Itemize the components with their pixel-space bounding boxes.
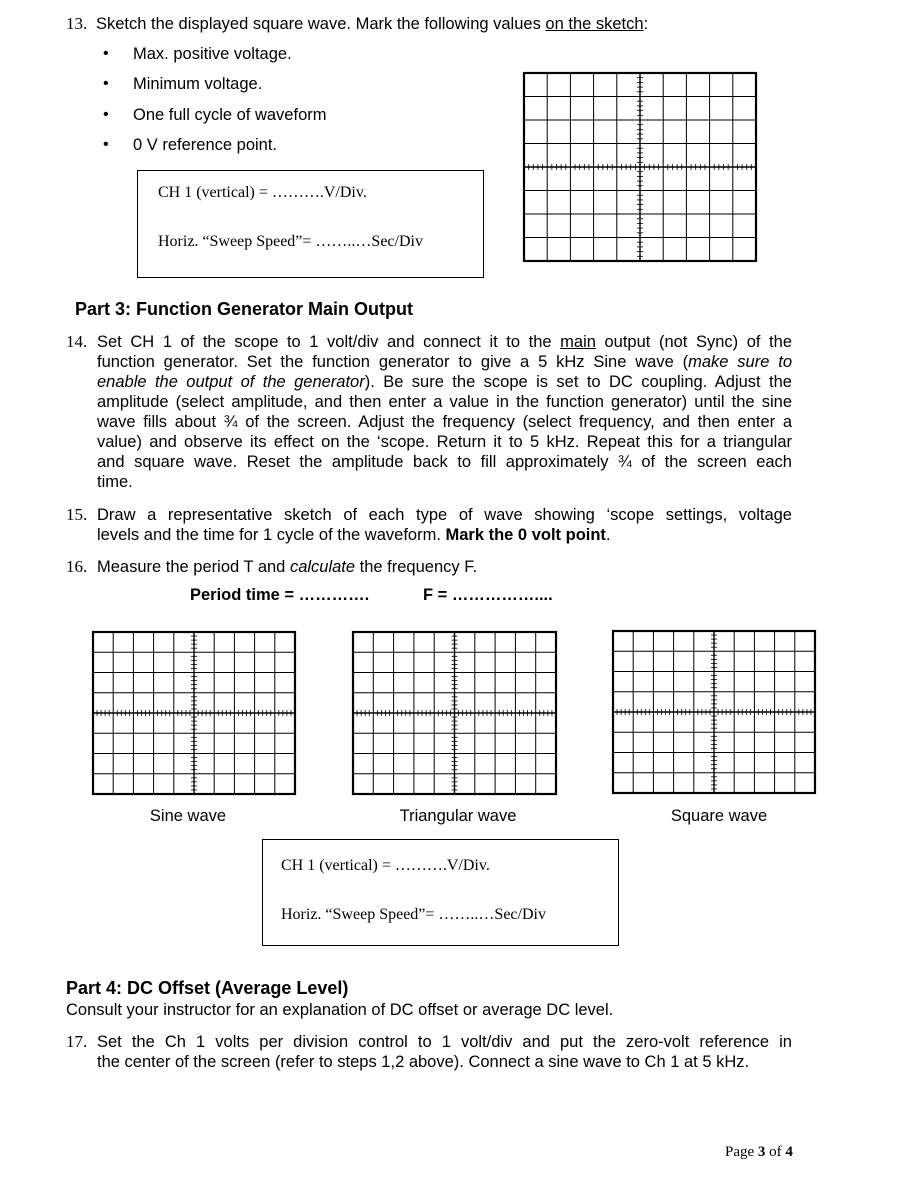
q14-line: [97, 332, 792, 352]
q15-line: [97, 525, 792, 545]
triangular-scope-grid-svg: [351, 630, 558, 796]
q13-text-part: Sketch the displayed square wave. Mark the following values: [96, 15, 546, 33]
part4-intro: Consult your instructor for an explanation of DC offset or average DC level.: [66, 1001, 614, 1019]
bullet-icon: •: [103, 136, 109, 153]
q15-number: 15.: [66, 505, 88, 524]
bullet-icon: •: [103, 75, 109, 92]
page-total: 4: [785, 1144, 793, 1160]
q17-line: Set the Ch 1 volts per division control to 1 volt/div and put the zero-volt reference in: [97, 1033, 792, 1051]
q15-line: Draw a representative sketch of each type of wave showing ‘scope settings, voltage: [97, 506, 792, 524]
q13-ch1-line: CH 1 (vertical) = ……….V/Div.: [158, 184, 367, 201]
q16-italic: calculate: [289, 558, 356, 576]
q14-italic: make sure to: [688, 353, 792, 371]
q14-line: value) and observe its effect on the ‘scope. Return it to 5 kHz. Repeat this for a triangular: [97, 433, 792, 451]
q14-line: time.: [97, 473, 133, 491]
q13-underlined: on the sketch: [545, 15, 644, 33]
q14-text: output (not Sync) of the: [595, 333, 792, 351]
triangular-wave-caption: Triangular wave: [399, 807, 517, 825]
q15-bold: Mark the 0 volt point: [445, 526, 606, 544]
q14-line: and square wave. Reset the amplitude back to fill approximately ¾ of the screen each: [97, 453, 792, 471]
page-current: 3: [757, 1144, 766, 1160]
q13-text: [96, 14, 648, 34]
q13-sweep-line: Horiz. “Sweep Speed”= ……..…Sec/Div: [158, 233, 423, 250]
q15-text: levels and the time for 1 cycle of the waveform.: [97, 526, 446, 544]
q14-number: 14.: [66, 332, 88, 351]
q17-paragraph: [97, 1032, 792, 1072]
bullet-icon: •: [103, 106, 109, 123]
of-word: of: [769, 1144, 782, 1160]
q13-bullet: Max. positive voltage.: [133, 45, 292, 63]
q16-text-part: the frequency F.: [355, 558, 478, 576]
q16-text: [97, 557, 477, 577]
q14-italic: enable the output of the generator: [97, 373, 365, 391]
q14-paragraph: [97, 332, 792, 492]
q14-line: [97, 372, 792, 392]
q15-paragraph: [97, 505, 792, 545]
q14-line: amplitude (select amplitude, and then enter a value in the function generator) until the sine: [97, 393, 792, 411]
q16-sweep-line: Horiz. “Sweep Speed”= ……..…Sec/Div: [281, 906, 546, 923]
q14-text: Set CH 1 of the scope to 1 volt/div and connect it to the: [97, 333, 561, 351]
sine-scope-grid-svg: [91, 630, 297, 796]
part4-heading: Part 4: DC Offset (Average Level): [66, 978, 349, 998]
q13-text-end: :: [643, 15, 649, 33]
q14-text: function generator. Set the function generator to give a 5 kHz Sine wave (: [97, 353, 689, 371]
page-number: [725, 1144, 793, 1161]
q14-line: [97, 352, 792, 372]
q14-underlined: main: [560, 333, 596, 351]
q17-number: 17.: [66, 1032, 88, 1051]
q14-line: wave fills about ¾ of the screen. Adjust the frequency (select frequency, and then enter a: [97, 413, 792, 431]
q16-settings-box: [262, 839, 619, 946]
q13-bullet: One full cycle of waveform: [133, 106, 327, 124]
sine-wave-caption: Sine wave: [149, 807, 227, 825]
q14-text: ). Be sure the scope is set to DC coupling. Adjust the: [364, 373, 792, 391]
frequency-label: F = ……………....: [423, 586, 553, 604]
q13-number: 13.: [66, 14, 88, 33]
q13-bullet: Minimum voltage.: [133, 75, 263, 93]
q13-scope-grid-svg: [522, 71, 758, 263]
q16-ch1-line: CH 1 (vertical) = ……….V/Div.: [281, 857, 490, 874]
q15-text: .: [605, 526, 611, 544]
q13-bullet: 0 V reference point.: [133, 136, 278, 154]
q16-text-part: Measure the period T and: [97, 558, 290, 576]
q16-number: 16.: [66, 557, 88, 576]
q17-line: the center of the screen (refer to steps 1,2 above). Connect a sine wave to Ch 1 at 5 kHz.: [97, 1053, 750, 1071]
period-time-label: Period time = ………….: [190, 586, 370, 604]
bullet-icon: •: [103, 45, 109, 62]
square-wave-caption: Square wave: [670, 807, 768, 825]
square-scope-grid-svg: [611, 629, 817, 795]
part3-heading: Part 3: Function Generator Main Output: [75, 299, 414, 319]
page-word: Page: [725, 1144, 755, 1160]
